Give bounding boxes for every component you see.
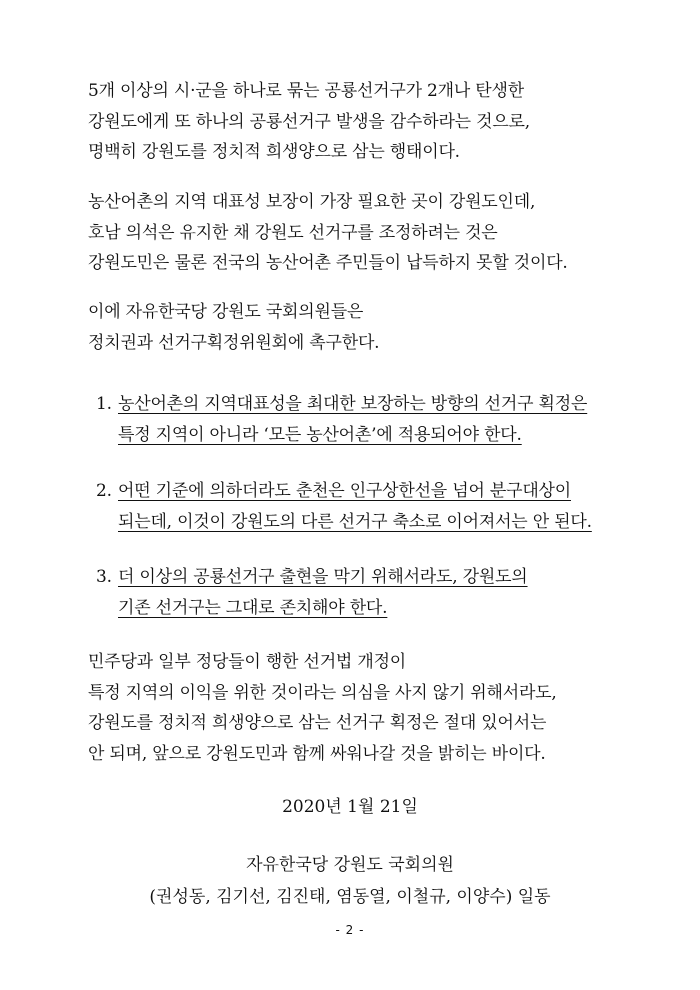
- demand-line: 기존 선거구는 그대로 존치해야 한다.: [118, 597, 388, 618]
- signature-members: (권성동, 김기선, 김진태, 염동열, 이철규, 이양수) 일동: [149, 887, 551, 907]
- closing-paragraph: [88, 647, 618, 769]
- paragraph-line: 명백히 강원도를 정치적 희생양으로 삼는 행태이다.: [88, 142, 460, 162]
- paragraph-line: 강원도민은 물론 전국의 농산어촌 주민들이 납득하지 못할 것이다.: [88, 253, 568, 273]
- paragraph-line: 강원도를 정치적 희생양으로 삼는 선거구 획정은 절대 있어서는: [88, 713, 547, 733]
- demand-item-3: [96, 562, 616, 623]
- paragraph-1: [88, 76, 618, 168]
- paragraph-2: [88, 187, 618, 279]
- paragraph-line: 호남 의석은 유지한 채 강원도 선거구를 조정하려는 것은: [88, 222, 498, 243]
- demand-line: 되는데, 이것이 강원도의 다른 선거구 축소로 이어져서는 안 된다.: [118, 511, 592, 532]
- demand-line: 농산어촌의 지역대표성을 최대한 보장하는 방향의 선거구 획정은: [118, 394, 588, 414]
- paragraph-line: 특정 지역의 이익을 위한 것이라는 의심을 사지 않기 위해서라도,: [88, 682, 557, 703]
- paragraph-line: 정치권과 선거구획정위원회에 촉구한다.: [88, 332, 380, 353]
- paragraph-line: 민주당과 일부 정당들이 행한 선거법 개정이: [88, 652, 407, 672]
- demand-line: 어떤 기준에 의하더라도 춘천은 인구상한선을 넘어 분구대상이: [118, 481, 571, 501]
- document-date: 2020년 1월 21일: [282, 797, 418, 817]
- paragraph-3: [88, 297, 618, 358]
- paragraph-line: 농산어촌의 지역 대표성 보장이 가장 필요한 곳이 강원도인데,: [88, 192, 536, 212]
- page-number: - 2 -: [335, 923, 365, 937]
- demand-line: 특정 지역이 아니라 ‘모든 농산어촌’에 적용되어야 한다.: [118, 424, 522, 445]
- demand-number: 3.: [96, 567, 112, 587]
- demand-item-2: [96, 476, 616, 537]
- demand-number: 1.: [96, 394, 112, 414]
- demand-line: 더 이상의 공룡선거구 출현을 막기 위해서라도, 강원도의: [118, 567, 528, 587]
- paragraph-line: 강원도에게 또 하나의 공룡선거구 발생을 감수하라는 것으로,: [88, 111, 530, 132]
- demand-item-1: [96, 389, 616, 450]
- paragraph-line: 이에 자유한국당 강원도 국회의원들은: [88, 302, 364, 322]
- signature-org: 자유한국당 강원도 국회의원: [246, 855, 454, 875]
- paragraph-line: 5개 이상의 시·군을 하나로 묶는 공룡선거구가 2개나 탄생한: [88, 81, 524, 101]
- demand-number: 2.: [96, 481, 112, 501]
- paragraph-line: 안 되며, 앞으로 강원도민과 함께 싸워나갈 것을 밝히는 바이다.: [88, 743, 546, 764]
